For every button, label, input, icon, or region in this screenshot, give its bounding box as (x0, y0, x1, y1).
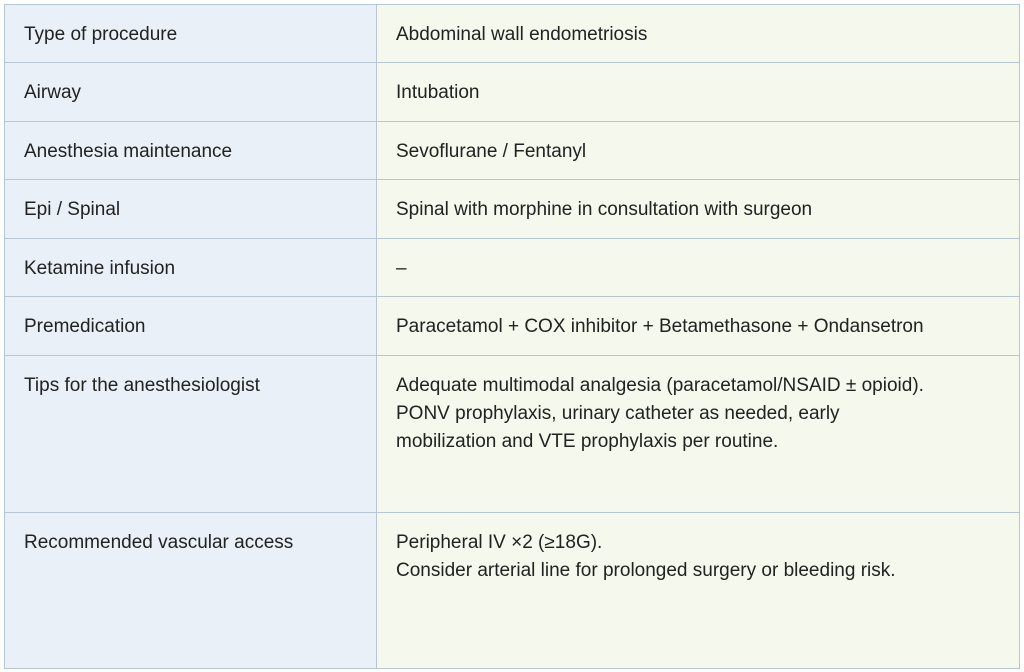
value-line: Consider arterial line for prolonged surgery or bleeding risk. (396, 560, 896, 581)
table-row (5, 63, 1020, 122)
row-label: Recommended vascular access (5, 513, 377, 669)
value-line: Abdominal wall endometriosis (396, 24, 648, 45)
row-value (377, 513, 1020, 669)
value-line: Sevoflurane / Fentanyl (396, 141, 587, 162)
row-label: Epi / Spinal (5, 180, 377, 239)
row-label: Anesthesia maintenance (5, 122, 377, 180)
table-row (5, 513, 1020, 669)
row-value (377, 180, 1020, 239)
table-row (5, 297, 1020, 356)
value-line: – (396, 258, 407, 279)
value-line: PONV prophylaxis, urinary catheter as needed, early (396, 403, 840, 424)
value-line: Spinal with morphine in consultation with surgeon (396, 199, 813, 220)
row-value (377, 5, 1020, 63)
row-value (377, 122, 1020, 180)
table-row (5, 5, 1020, 63)
value-line: Adequate multimodal analgesia (paracetamol/NSAID ± opioid). (396, 375, 924, 396)
row-label: Premedication (5, 297, 377, 356)
row-label: Tips for the anesthesiologist (5, 356, 377, 513)
row-label: Airway (5, 63, 377, 122)
table-row (5, 356, 1020, 513)
value-line: Peripheral IV ×2 (≥18G). (396, 532, 603, 553)
row-label: Ketamine infusion (5, 239, 377, 297)
value-line: mobilization and VTE prophylaxis per routine. (396, 431, 779, 452)
value-line: Paracetamol + COX inhibitor + Betamethasone + Ondansetron (396, 316, 924, 337)
table-row (5, 180, 1020, 239)
table-row (5, 122, 1020, 180)
row-label: Type of procedure (5, 5, 377, 63)
anesthesia-info-table (4, 4, 1020, 669)
row-value (377, 356, 1020, 513)
row-value (377, 297, 1020, 356)
row-value (377, 239, 1020, 297)
value-line: Intubation (396, 82, 480, 103)
table-row (5, 239, 1020, 297)
row-value (377, 63, 1020, 122)
